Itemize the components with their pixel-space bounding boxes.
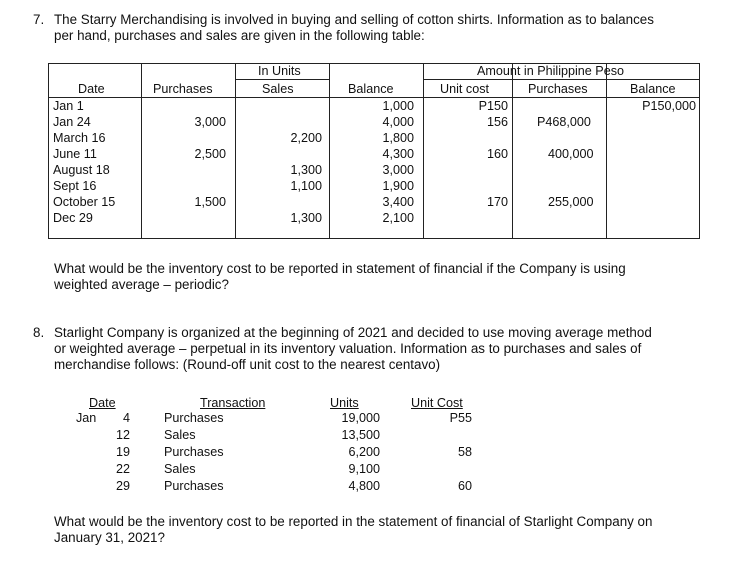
cell-date: Jan 24: [53, 115, 91, 129]
list-transaction: Purchases: [164, 479, 224, 493]
question-7-text-line-1: The Starry Merchandising is involved in buying and selling of cotton shirts. Information as to balances: [54, 12, 654, 27]
cell-amount-balance: P150,000: [642, 99, 696, 113]
question-8-number: 8.: [33, 325, 45, 340]
cell-unit-cost: 156: [486, 115, 508, 129]
cell-sales: 1,300: [290, 211, 322, 225]
cell-unit-cost: 170: [486, 195, 508, 209]
cell-purchases: 2,500: [194, 147, 226, 161]
header-in-units: In Units: [258, 64, 301, 78]
list-day: 29: [115, 479, 130, 493]
cell-balance: 1,000: [382, 99, 414, 113]
cell-balance: 2,100: [382, 211, 414, 225]
table-divider: [423, 64, 424, 238]
header-amount-purchases: Purchases: [528, 82, 588, 96]
cell-balance: 1,900: [382, 179, 414, 193]
cell-balance: 4,300: [382, 147, 414, 161]
cell-sales: 1,300: [290, 163, 322, 177]
header-balance: Balance: [348, 82, 394, 96]
question-8-text-line-2: or weighted average – perpetual in its inventory valuation. Information as to purchases and sales of: [54, 341, 642, 356]
cell-balance: 3,000: [382, 163, 414, 177]
cell-date: August 18: [53, 163, 110, 177]
list-day: 22: [115, 462, 130, 476]
cell-date: March 16: [53, 131, 106, 145]
list-units: 13,500: [341, 428, 380, 442]
list-units: 4,800: [348, 479, 380, 493]
cell-balance: 4,000: [382, 115, 414, 129]
table-divider: [423, 79, 700, 80]
table-divider: [235, 79, 329, 80]
cell-purchases: 3,000: [194, 115, 226, 129]
question-8-text-line-3: merchandise follows: (Round-off unit cost to the nearest centavo): [54, 357, 441, 372]
cell-amount-purchases: 255,000: [548, 195, 594, 209]
list-transaction: Purchases: [164, 411, 224, 425]
question-7-prompt-line-2: weighted average – periodic?: [54, 277, 229, 292]
cell-date: October 15: [53, 195, 116, 209]
question-7-text-line-2: per hand, purchases and sales are given in the following table:: [54, 28, 425, 43]
list-unit-cost: 58: [457, 445, 472, 459]
cell-balance: 1,800: [382, 131, 414, 145]
question-8-text-line-1: Starlight Company is organized at the beginning of 2021 and decided to use moving average method: [54, 325, 652, 340]
cell-purchases: 1,500: [194, 195, 226, 209]
cell-balance: 3,400: [382, 195, 414, 209]
question-8-prompt-line-1: What would be the inventory cost to be reported in the statement of financial of Starlight Company on: [54, 514, 653, 529]
cell-sales: 2,200: [290, 131, 322, 145]
list-units: 9,100: [348, 462, 380, 476]
header-date: Date: [78, 82, 105, 96]
cell-sales: 1,100: [290, 179, 322, 193]
list-header-units: Units: [330, 396, 359, 410]
table-divider: [49, 97, 700, 98]
list-day: 12: [115, 428, 130, 442]
table-divider: [606, 64, 607, 238]
header-sales: Sales: [262, 82, 294, 96]
list-header-date: Date: [89, 396, 116, 410]
table-divider: [512, 64, 513, 238]
list-header-unit-cost: Unit Cost: [411, 396, 463, 410]
header-amount-balance: Balance: [630, 82, 676, 96]
list-unit-cost: P55: [449, 411, 472, 425]
list-day: 4: [122, 411, 130, 425]
list-units: 6,200: [348, 445, 380, 459]
list-units: 19,000: [341, 411, 380, 425]
cell-amount-purchases: P468,000: [537, 115, 591, 129]
cell-date: June 11: [53, 147, 97, 161]
list-transaction: Sales: [164, 428, 196, 442]
list-month: Jan: [76, 411, 97, 425]
header-purchases: Purchases: [153, 82, 213, 96]
header-unit-cost: Unit cost: [440, 82, 489, 96]
cell-unit-cost: P150: [478, 99, 508, 113]
list-header-transaction: Transaction: [200, 396, 266, 410]
cell-date: Dec 29: [53, 211, 93, 225]
question-7-prompt-line-1: What would be the inventory cost to be reported in statement of financial if the Company is using: [54, 261, 626, 276]
list-transaction: Purchases: [164, 445, 224, 459]
cell-date: Jan 1: [53, 99, 84, 113]
question-8-prompt-line-2: January 31, 2021?: [54, 530, 165, 545]
cell-amount-purchases: 400,000: [548, 147, 594, 161]
list-transaction: Sales: [164, 462, 196, 476]
question-7-number: 7.: [33, 12, 45, 27]
list-unit-cost: 60: [457, 479, 472, 493]
header-amount-php: Amount in Philippine Peso: [477, 64, 625, 78]
table-divider: [235, 64, 236, 238]
cell-date: Sept 16: [53, 179, 97, 193]
list-day: 19: [115, 445, 130, 459]
cell-unit-cost: 160: [486, 147, 508, 161]
